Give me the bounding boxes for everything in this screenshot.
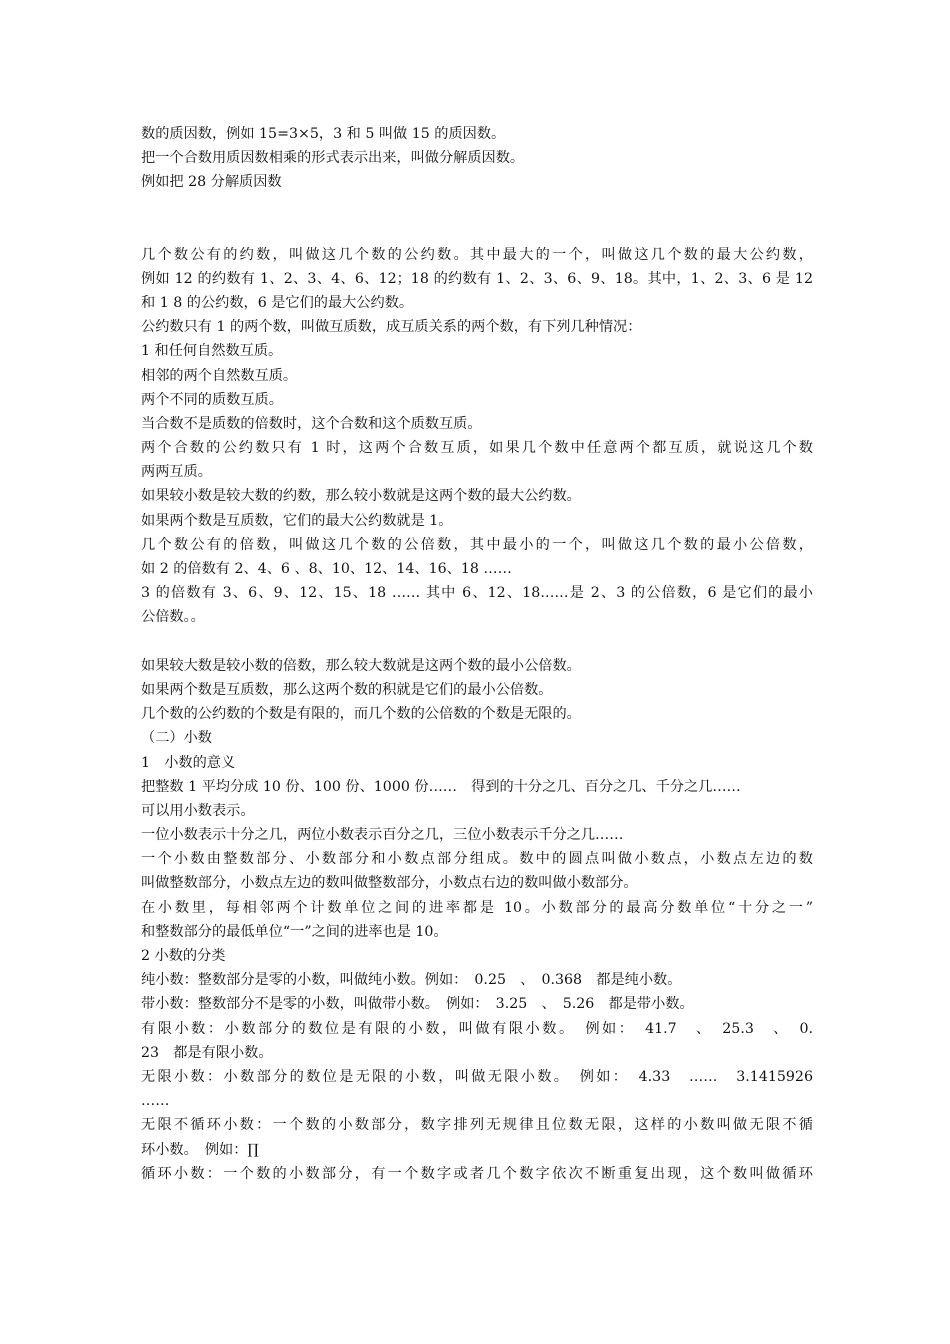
text-line: 当合数不是质数的倍数时，这个合数和这个质数互质。 (141, 415, 482, 432)
section-heading: （二）小数 (141, 730, 212, 747)
document-page (141, 122, 813, 1186)
blank-space (141, 195, 813, 243)
text-line: 纯小数：整数部分是零的小数，叫做纯小数。例如： 0.25 、 0.368 都是纯小数。 (141, 972, 682, 989)
text-line: 和 1 8 的公约数，6 是它们的最大公约数。 (141, 294, 414, 311)
text-line: 公倍数。。 (141, 609, 205, 626)
section-decimals (141, 654, 813, 1186)
text-line: 如 2 的倍数有 2、4、6 、8、10、12、14、16、18 …… (141, 561, 512, 577)
text-line: 公约数只有 1 的两个数，叫做互质数，成互质关系的两个数，有下列几种情况： (141, 319, 642, 336)
text-line: 如果两个数是互质数，那么这两个数的积就是它们的最小公倍数。 (141, 681, 553, 698)
text-line: 把一个合数用质因数相乘的形式表示出来，叫做分解质因数。 (141, 150, 525, 167)
text-line: 在小数里，每相邻两个计数单位之间的进率都是 10。小数部分的最高分数单位“十分之一” (141, 899, 813, 916)
text-line: 如果较小数是较大数的约数，那么较小数就是这两个数的最大公约数。 (141, 488, 581, 505)
text-line: 带小数：整数部分不是零的小数，叫做带小数。 例如： 3.25 、 5.26 都是带小数。 (141, 996, 694, 1013)
section-prime-factors (141, 122, 813, 195)
text-line: 无限小数：小数部分的数位是无限的小数，叫做无限小数。 例如： 4.33 …… 3.1415926 (141, 1068, 813, 1085)
text-line: 23 都是有限小数。 (141, 1044, 273, 1061)
text-line: 如果两个数是互质数，它们的最大公约数就是 1。 (141, 512, 453, 529)
text-line: 把整数 1 平均分成 10 份、100 份、1000 份…… 得到的十分之几、百分之几、千分之几…… (141, 778, 741, 795)
text-line: 无限不循环小数：一个数的小数部分，数字排列无规律且位数无限，这样的小数叫做无限不循 (141, 1117, 813, 1134)
text-line: 循环小数：一个数的小数部分，有一个数字或者几个数字依次不断重复出现，这个数叫做循环 (141, 1165, 813, 1182)
text-line: 一个小数由整数部分、小数部分和小数点部分组成。数中的圆点叫做小数点，小数点左边的数 (141, 851, 813, 868)
text-line: 有限小数：小数部分的数位是有限的小数，叫做有限小数。 例如： 41.7 、 25.3 、 0. (141, 1020, 813, 1037)
text-line: 环小数。 例如：∏ (141, 1141, 259, 1158)
text-line: 两两互质。 (141, 464, 212, 481)
section-gcd-lcm (141, 243, 813, 630)
subsection-heading: 1 小数的意义 (141, 754, 236, 771)
text-line: 几个数的公约数的个数是有限的，而几个数的公倍数的个数是无限的。 (141, 706, 581, 723)
text-line: 3 的倍数有 3、6、9、12、15、18 …… 其中 6、12、18……是 2、3 的公倍数，6 是它们的最小 (141, 585, 813, 602)
subsection-heading: 2 小数的分类 (141, 948, 226, 964)
text-line: 可以用小数表示。 (141, 802, 255, 819)
text-line: 1 和任何自然数互质。 (141, 343, 283, 360)
text-line: 叫做整数部分，小数点左边的数叫做整数部分，小数点右边的数叫做小数部分。 (141, 875, 638, 892)
text-line: 数的质因数，例如 15=3×5，3 和 5 叫做 15 的质因数。 (141, 126, 506, 142)
text-line: 相邻的两个自然数互质。 (141, 367, 298, 384)
text-line: 一位小数表示十分之几，两位小数表示百分之几，三位小数表示千分之几…… (141, 827, 624, 844)
text-line: 几个数公有的约数，叫做这几个数的公约数。其中最大的一个，叫做这几个数的最大公约数， (141, 246, 813, 263)
text-line: …… (141, 1093, 170, 1110)
text-line: 和整数部分的最低单位“一”之间的进率也是 10。 (141, 923, 448, 940)
text-line: 例如把 28 分解质因数 (141, 174, 282, 191)
text-line: 几个数公有的倍数，叫做这几个数的公倍数，其中最小的一个，叫做这几个数的最小公倍数， (141, 536, 813, 553)
text-line: 两个不同的质数互质。 (141, 391, 283, 408)
text-line: 例如 12 的约数有 1、2、3、4、6、12；18 的约数有 1、2、3、6、9、18。其中，1、2、3、6 是 12 (141, 270, 813, 287)
text-line: 两个合数的公约数只有 1 时，这两个合数互质，如果几个数中任意两个都互质，就说这几个数 (141, 440, 813, 457)
text-line: 如果较大数是较小数的倍数，那么较大数就是这两个数的最小公倍数。 (141, 657, 581, 674)
blank-space (141, 630, 813, 654)
